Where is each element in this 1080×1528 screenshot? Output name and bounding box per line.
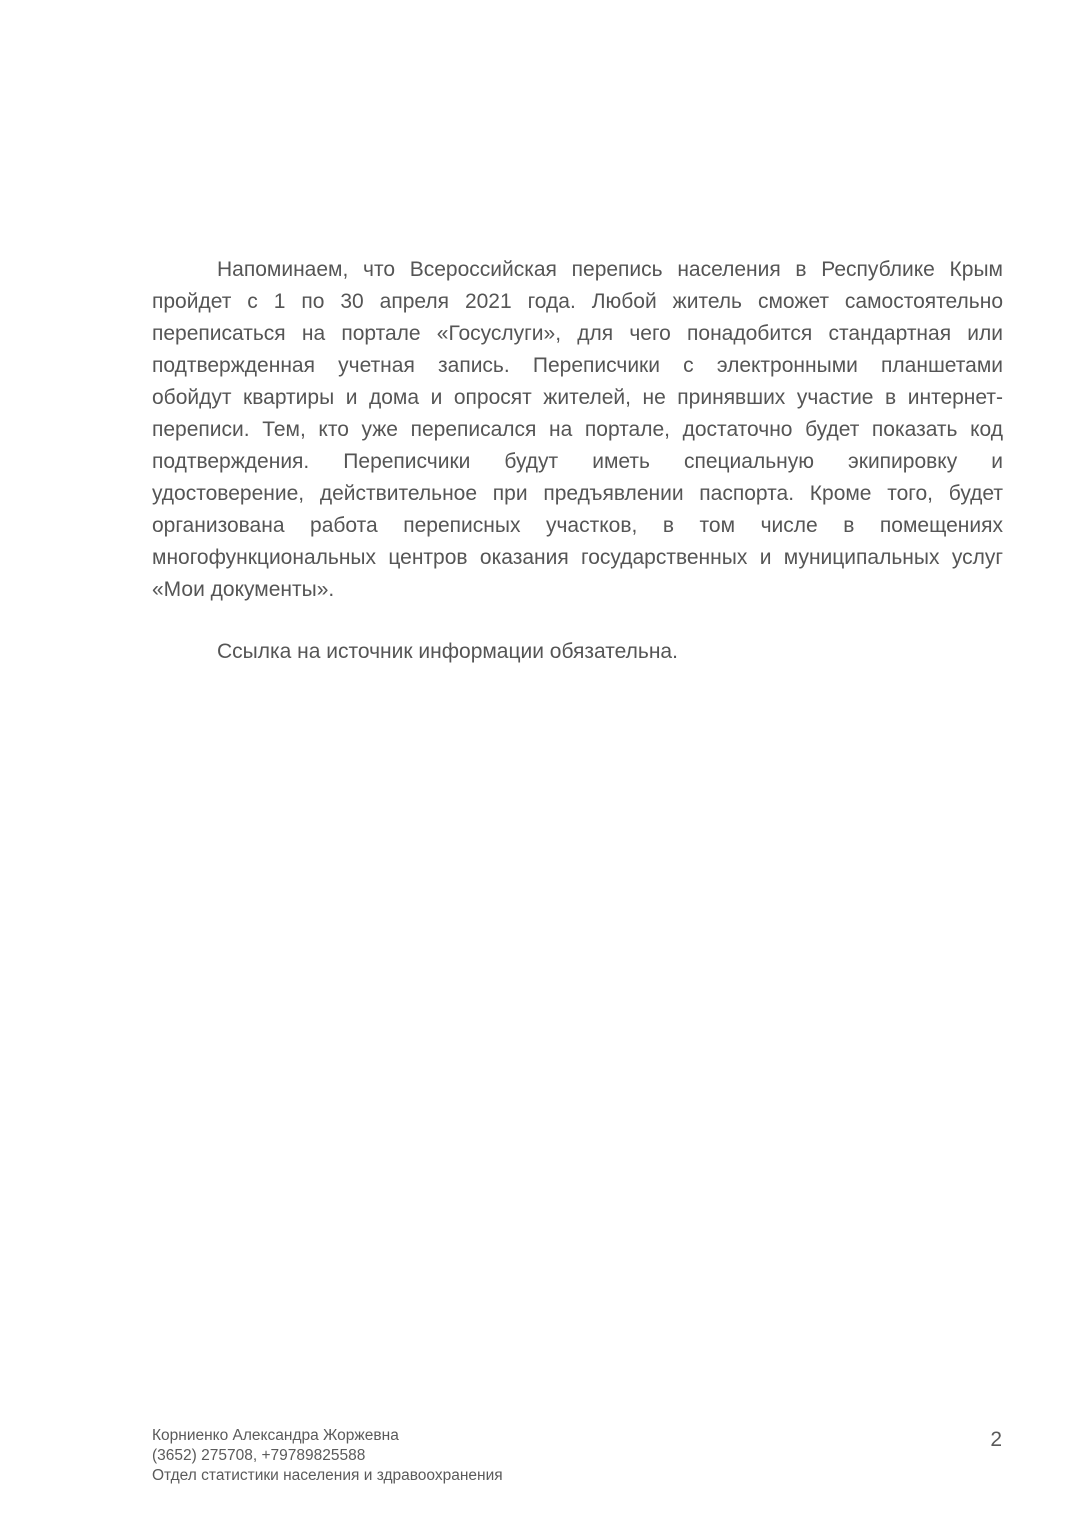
paragraph-line: организована работа переписных участков, в том числе в помещениях [152, 514, 1003, 537]
paragraph-source-note [152, 636, 1003, 668]
paragraph-line: переписи. Тем, кто уже переписался на портале, достаточно будет показать код [152, 418, 1003, 441]
footer-contact-phones: (3652) 275708, +79789825588 [152, 1447, 366, 1464]
paragraph-line: Напоминаем, что Всероссийская перепись населения в Республике Крым [217, 258, 1003, 281]
paragraph-line: многофункциональных центров оказания государственных и муниципальных услуг [152, 546, 1003, 569]
paragraph-census-info [152, 254, 1003, 606]
document-body [152, 254, 1003, 668]
paragraph-line: удостоверение, действительное при предъявлении паспорта. Кроме того, будет [152, 482, 1003, 505]
page-number: 2 [990, 1428, 1002, 1451]
paragraph-line: обойдут квартиры и дома и опросят жителей, не принявших участие в интернет- [152, 386, 1003, 409]
paragraph-line: переписаться на портале «Госуслуги», для чего понадобится стандартная или [152, 322, 1003, 345]
footer-contact-name: Корниенко Александра Жоржевна [152, 1427, 399, 1444]
paragraph-line: пройдет с 1 по 30 апреля 2021 года. Любой житель сможет самостоятельно [152, 290, 1003, 313]
footer-department: Отдел статистики населения и здравоохранения [152, 1467, 503, 1484]
paragraph-line: подтверждения. Переписчики будут иметь специальную экипировку и [152, 450, 1003, 473]
source-note-line: Ссылка на источник информации обязательна. [217, 640, 678, 663]
paragraph-line: подтвержденная учетная запись. Переписчики с электронными планшетами [152, 354, 1003, 377]
paragraph-line: «Мои документы». [152, 578, 335, 601]
page-footer [152, 1426, 852, 1486]
